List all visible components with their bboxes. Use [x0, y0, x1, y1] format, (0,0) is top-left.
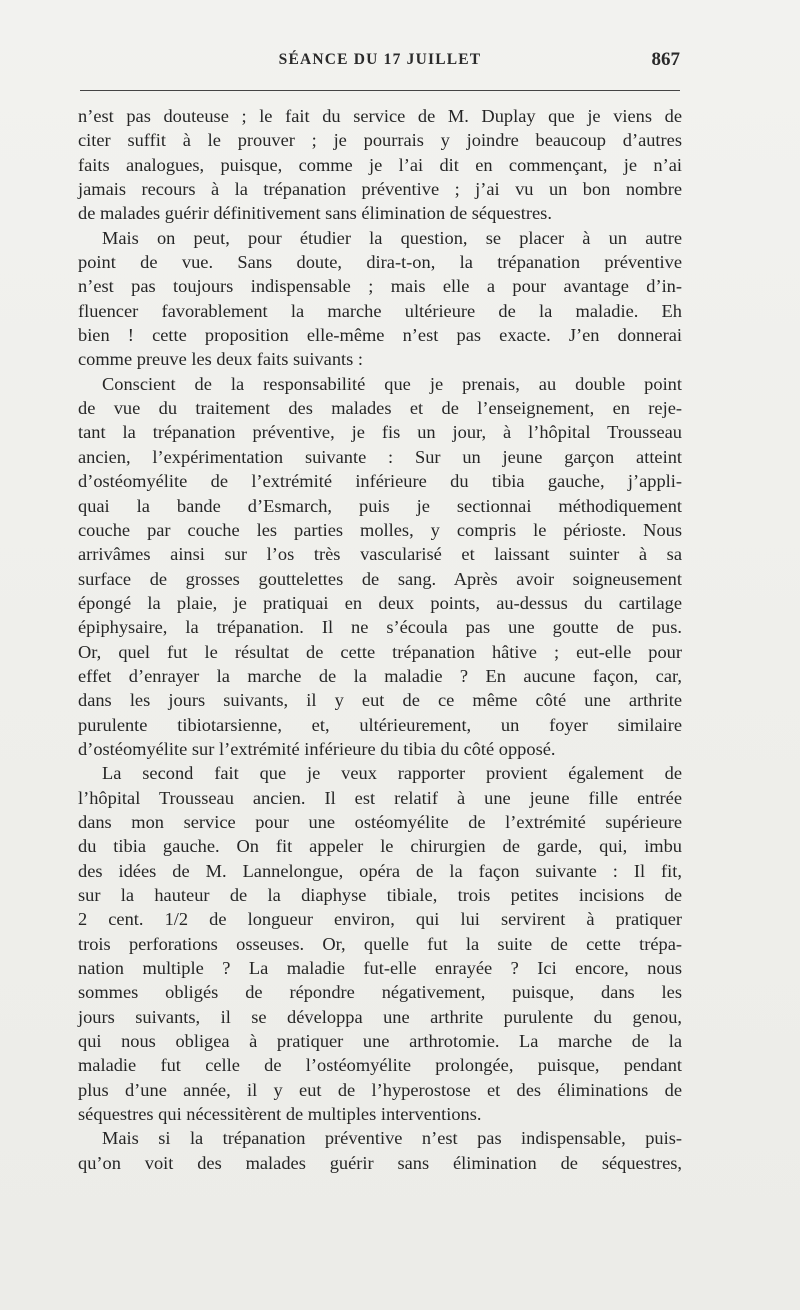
text-line: citer suffit à le prouver ; je pourrais y joindre beaucoup d’autres	[78, 130, 682, 151]
header-rule	[80, 90, 680, 91]
running-title: SÉANCE DU 17 JUILLET	[278, 51, 482, 68]
text-line: n’est pas toujours indispensable ; mais elle a pour avantage d’in-	[78, 276, 682, 297]
text-line: purulente tibiotarsienne, et, ultérieurement, un foyer similaire	[78, 714, 682, 735]
text-line: épiphysaire, la trépanation. Il ne s’écoula pas une goutte de pus.	[78, 617, 682, 638]
text-line: sommes obligés de répondre négativement, puisque, dans les	[78, 982, 682, 1003]
text-line: arrivâmes ainsi sur l’os très vascularisé et laissant suinter à sa	[78, 544, 682, 565]
text-line: effet d’enrayer la marche de la maladie ? En aucune façon, car,	[78, 665, 682, 686]
text-line: trois perforations osseuses. Or, quelle fut la suite de cette trépa-	[78, 933, 682, 954]
text-line: tant la trépanation préventive, je fis un jour, à l’hôpital Trousseau	[78, 422, 682, 443]
text-line: Or, quel fut le résultat de cette trépanation hâtive ; eut-elle pour	[78, 641, 682, 662]
text-line: comme preuve les deux faits suivants :	[78, 349, 363, 370]
text-line: d’ostéomyélite de l’extrémité inférieure du tibia gauche, j’appli-	[78, 471, 682, 492]
text-line: séquestres qui nécessitèrent de multiples interventions.	[78, 1104, 482, 1125]
page-number: 867	[651, 49, 680, 70]
text-line: qu’on voit des malades guérir sans élimination de séquestres,	[78, 1152, 682, 1173]
text-line: dans les jours suivants, il y eut de ce même côté une arthrite	[78, 690, 682, 711]
text-line: couche par couche les parties molles, y compris le périoste. Nous	[78, 519, 682, 540]
text-line: maladie fut celle de l’ostéomyélite prolongée, puisque, pendant	[78, 1055, 682, 1076]
text-line: bien ! cette proposition elle-même n’est pas exacte. J’en donnerai	[78, 325, 682, 346]
text-line: quai la bande d’Esmarch, puis je sectionnai méthodiquement	[78, 495, 682, 516]
text-line: nation multiple ? La maladie fut-elle enrayée ? Ici encore, nous	[78, 958, 682, 979]
text-line: du tibia gauche. On fit appeler le chirurgien de garde, qui, imbu	[78, 836, 682, 857]
text-line: dans mon service pour une ostéomyélite de l’extrémité supérieure	[78, 811, 682, 832]
text-line: sur la hauteur de la diaphyse tibiale, trois petites incisions de	[78, 885, 682, 905]
running-head	[80, 49, 680, 73]
text-line: Mais on peut, pour étudier la question, se placer à un autre	[102, 227, 682, 248]
text-line: d’ostéomyélite sur l’extrémité inférieure du tibia du côté opposé.	[78, 738, 556, 759]
text-line: plus d’une année, il y eut de l’hyperostose et des éliminations de	[78, 1079, 682, 1100]
text-line: des idées de M. Lannelongue, opéra de la façon suivante : Il fit,	[78, 860, 682, 881]
text-line: La second fait que je veux rapporter provient également de	[102, 763, 682, 784]
text-line: épongé la plaie, je pratiquai en deux points, au-dessus du cartilage	[78, 592, 682, 613]
text-line: fluencer favorablement la marche ultérieure de la maladie. Eh	[78, 300, 682, 321]
text-line: Mais si la trépanation préventive n’est pas indispensable, puis-	[102, 1128, 682, 1149]
text-line: ancien, l’expérimentation suivante : Sur un jeune garçon atteint	[78, 446, 682, 467]
text-line: Conscient de la responsabilité que je prenais, au double point	[102, 373, 682, 394]
text-line: qui nous obligea à pratiquer une arthrotomie. La marche de la	[78, 1031, 682, 1052]
text-line: point de vue. Sans doute, dira-t-on, la trépanation préventive	[78, 252, 682, 273]
text-line: jours suivants, il se développa une arthrite purulente du genou,	[78, 1006, 682, 1027]
text-line: l’hôpital Trousseau ancien. Il est relatif à une jeune fille entrée	[78, 787, 682, 808]
text-line: n’est pas douteuse ; le fait du service de M. Duplay que je viens de	[78, 106, 682, 126]
text-line: 2 cent. 1/2 de longueur environ, qui lui servirent à pratiquer	[78, 909, 682, 930]
text-line: surface de grosses gouttelettes de sang. Après avoir soigneusement	[78, 568, 682, 589]
body-text	[78, 104, 682, 1175]
text-line: jamais recours à la trépanation préventive ; j’ai vu un bon nombre	[78, 179, 682, 200]
text-line: faits analogues, puisque, comme je l’ai dit en commençant, je n’ai	[78, 154, 682, 175]
text-line: de malades guérir définitivement sans élimination de séquestres.	[78, 203, 552, 224]
text-line: de vue du traitement des malades et de l’enseignement, en reje-	[78, 398, 682, 419]
